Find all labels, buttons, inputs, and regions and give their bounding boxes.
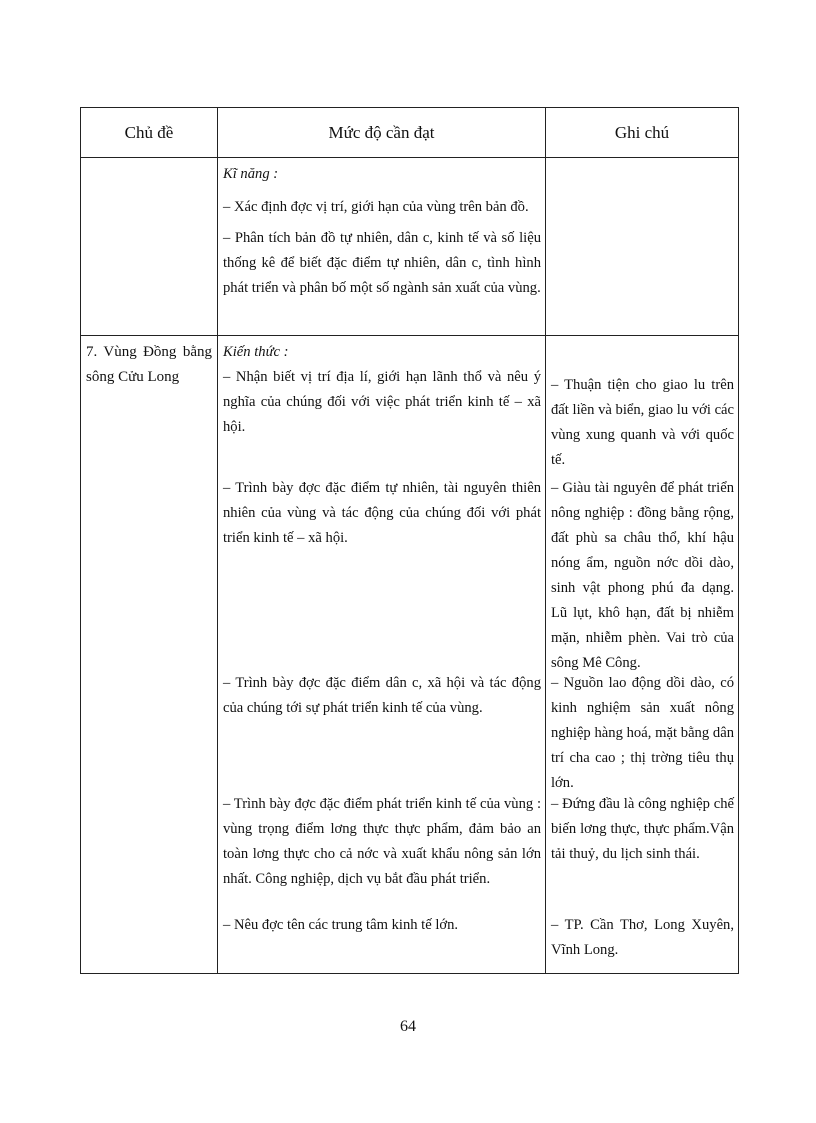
curriculum-table <box>80 107 739 974</box>
skill-2: – Phân tích bản đồ tự nhiên, dân c, kinh tế và số liệu thống kê để biết đặc điểm tự nhiên, dân c, tình hình phát triển và phân bố một số ngành sản xuất của vùng. <box>223 230 541 296</box>
row2-notes-cell <box>546 336 739 974</box>
header-topic: Chủ đề <box>81 108 218 158</box>
table-row <box>81 158 739 336</box>
header-requirements: Mức độ cần đạt <box>218 108 546 158</box>
row2-requirements-cell <box>218 336 546 974</box>
table-header-row <box>81 108 739 158</box>
row1-notes-cell <box>546 158 739 336</box>
row1-topic <box>81 158 217 162</box>
header-notes: Ghi chú <box>546 108 739 158</box>
row1-topic-cell <box>81 158 218 336</box>
skills-label: Kĩ năng : <box>223 166 279 182</box>
note-3: – Nguồn lao động dồi dào, có kinh nghiệm sản xuất nông nghiệp hàng hoá, mặt bằng dân trí cha cao ; thị trờng tiêu thụ lớn. <box>551 675 734 791</box>
note-4: – Đứng đầu là công nghiệp chế biến lơng thực, thực phẩm.Vận tải thuỷ, du lịch sinh thái. <box>551 796 734 862</box>
row2-topic-cell <box>81 336 218 974</box>
note-1: – Thuận tiện cho giao lu trên đất liền và biển, giao lu với các vùng xung quanh và với quốc tế. <box>551 377 734 468</box>
note-2: – Giàu tài nguyên để phát triển nông nghiệp : đồng bằng rộng, đất phù sa châu thổ, khí hậu nóng ẩm, nguồn nớc dồi dào, sinh vật phong phú đa dạng. Lũ lụt, khô hạn, đất bị nhiễm mặn, nhiễm phèn. Vai trò của sông Mê Công. <box>551 480 734 671</box>
skill-1: – Xác định đợc vị trí, giới hạn của vùng trên bản đồ. <box>223 199 529 215</box>
requirement-5: – Nêu đợc tên các trung tâm kinh tế lớn. <box>223 917 459 933</box>
note-5: – TP. Cần Thơ, Long Xuyên, Vĩnh Long. <box>551 917 734 958</box>
requirement-1: – Nhận biết vị trí địa lí, giới hạn lãnh thổ và nêu ý nghĩa của chúng đối với việc phát triển kinh tế – xã hội. <box>223 369 541 435</box>
row2-topic: 7. Vùng Đồng bằng sông Cửu Long <box>86 344 212 385</box>
knowledge-label: Kiến thức : <box>223 344 289 360</box>
requirement-2: – Trình bày đợc đặc điểm tự nhiên, tài nguyên thiên nhiên của vùng và tác động của chúng đối với phát triển kinh tế – xã hội. <box>223 480 541 546</box>
row1-requirements-cell <box>218 158 546 336</box>
page-number: 64 <box>400 1018 416 1035</box>
table-row <box>81 336 739 974</box>
requirement-3: – Trình bày đợc đặc điểm dân c, xã hội và tác động của chúng tới sự phát triển kinh tế của vùng. <box>223 675 541 716</box>
requirement-4: – Trình bày đợc đặc điểm phát triển kinh tế của vùng : vùng trọng điểm lơng thực thực phẩm, đảm bảo an toàn lơng thực cho cả nớc và xuất khẩu nông sản lớn nhất. Công nghiệp, dịch vụ bắt đầu phát triển. <box>223 796 541 887</box>
